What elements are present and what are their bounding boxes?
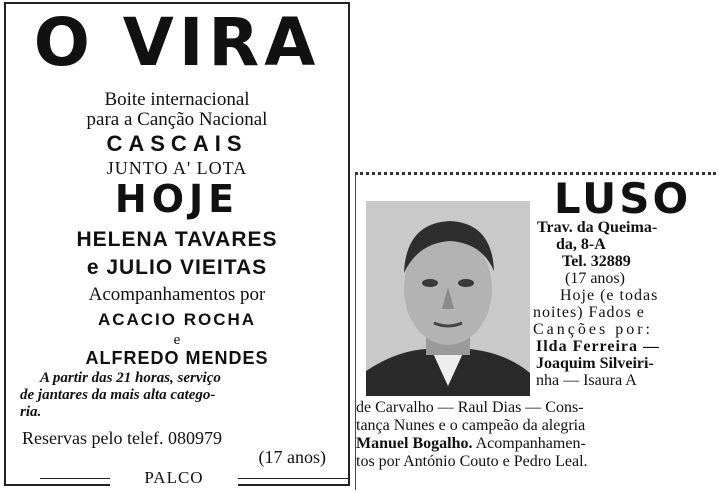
location-line: JUNTO A' LOTA	[106, 158, 248, 178]
footer-section-label: PALCO	[110, 468, 238, 488]
body-line1: Hoje (e todas	[560, 287, 659, 304]
performer-line1: Ilda Ferreira —	[536, 338, 661, 355]
reservation-line: Reservas pelo telef. 080979	[22, 428, 222, 448]
ad-o-vira	[4, 2, 350, 486]
age-rating: (17 anos)	[258, 447, 326, 467]
performer-line6: Manuel Bogalho. Acompanhamen-	[356, 435, 586, 452]
musician-1: ACACIO ROCHA	[97, 310, 257, 329]
artist-2: e JULIO VIEITAS	[86, 256, 268, 279]
phone-line: Tel. 32889	[562, 253, 631, 270]
performer-name-bold: Manuel Bogalho.	[356, 435, 473, 452]
footer-rule-right	[238, 478, 348, 479]
musician-2: ALFREDO MENDES	[85, 348, 269, 368]
body-line3: Canções por:	[533, 321, 653, 338]
footer-rule-left	[40, 478, 110, 479]
address-line1: Trav. da Queima-	[537, 219, 658, 236]
accompaniment-line: tos por António Couto e Pedro Leal.	[356, 453, 588, 470]
today-heading: HOJE	[114, 177, 240, 221]
service-note-line2: de jantares da mais alta catego-	[20, 387, 216, 403]
performer-line3: nha — Isaura A	[536, 372, 637, 389]
age-rating-right: (17 anos)	[565, 270, 625, 287]
body-line2: noites) Fados e	[533, 304, 645, 321]
subtitle-line1: Boite internacional	[104, 89, 250, 110]
performer-line5: tança Nunes e o campeão da alegria	[356, 417, 586, 434]
portrait-photo-icon	[366, 201, 530, 396]
service-note-line3: ria.	[20, 404, 42, 420]
subtitle-line2: para a Canção Nacional	[86, 109, 268, 130]
performer-line2: Joaquim Silveiri-	[536, 355, 654, 372]
address-line2: da, 8-A	[556, 236, 606, 253]
performer-line4: de Carvalho — Raul Dias — Cons-	[356, 399, 584, 416]
artist-1: HELENA TAVARES	[76, 228, 278, 251]
ad-title: O VIRA	[33, 4, 321, 81]
service-note-line1: A partir das 21 horas, serviço	[40, 370, 221, 386]
place-name: CASCAIS	[106, 131, 248, 156]
accompaniment-label: Acompanhamentos por	[88, 284, 266, 305]
conjunction: e	[173, 332, 181, 348]
ad-title-luso: LUSO	[553, 174, 692, 223]
